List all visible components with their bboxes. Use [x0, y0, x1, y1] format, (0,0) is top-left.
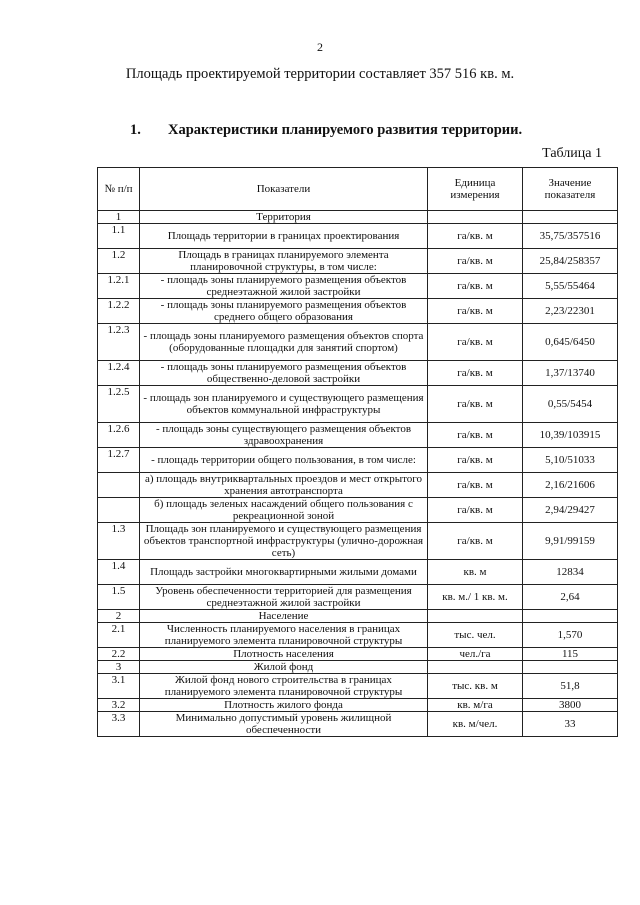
table-row [98, 423, 618, 448]
value: 33 [523, 712, 618, 737]
value [523, 211, 618, 224]
unit: кв. м [428, 560, 523, 585]
value: 1,37/13740 [523, 361, 618, 386]
value: 2,94/29427 [523, 498, 618, 523]
indicator-name: Плотность населения [140, 648, 428, 661]
value: 10,39/103915 [523, 423, 618, 448]
table-row [98, 648, 618, 661]
indicator-name: Территория [140, 211, 428, 224]
indicator-name: б) площадь зеленых насаждений общего пользования с рекреационной зоной [140, 498, 428, 523]
row-number: 1.2.6 [98, 423, 140, 448]
row-number: 1.2 [98, 249, 140, 274]
table-row [98, 249, 618, 274]
table-row [98, 661, 618, 674]
row-number: 1.2.2 [98, 299, 140, 324]
value: 51,8 [523, 674, 618, 699]
value: 5,55/55464 [523, 274, 618, 299]
table-row [98, 361, 618, 386]
indicator-name: Жилой фонд нового строительства в границах планируемого элемента планировочной структуры [140, 674, 428, 699]
unit: га/кв. м [428, 423, 523, 448]
indicator-name: Уровень обеспеченности территорией для размещения среднеэтажной жилой застройки [140, 585, 428, 610]
section-number: 1. [130, 122, 141, 138]
row-number: 1.1 [98, 224, 140, 249]
unit: тыс. кв. м [428, 674, 523, 699]
unit: кв. м/чел. [428, 712, 523, 737]
table-row [98, 473, 618, 498]
table-row [98, 699, 618, 712]
table-row [98, 585, 618, 610]
row-number [98, 498, 140, 523]
indicator-name: - площадь зоны планируемого размещения объектов среднеэтажной жилой застройки [140, 274, 428, 299]
row-number: 3.1 [98, 674, 140, 699]
value: 1,570 [523, 623, 618, 648]
unit: га/кв. м [428, 448, 523, 473]
header-number: № п/п [98, 168, 140, 211]
indicator-name: Плотность жилого фонда [140, 699, 428, 712]
unit: га/кв. м [428, 224, 523, 249]
table-header-row [98, 168, 618, 211]
value: 12834 [523, 560, 618, 585]
header-unit: Единица измерения [428, 168, 523, 211]
row-number: 3.2 [98, 699, 140, 712]
unit: га/кв. м [428, 249, 523, 274]
section-heading [130, 122, 522, 139]
unit: га/кв. м [428, 523, 523, 560]
unit: га/кв. м [428, 473, 523, 498]
row-number: 1.2.1 [98, 274, 140, 299]
table-row [98, 324, 618, 361]
indicator-name: Площадь в границах планируемого элемента планировочной структуры, в том числе: [140, 249, 428, 274]
unit [428, 610, 523, 623]
unit: га/кв. м [428, 299, 523, 324]
unit: чел./га [428, 648, 523, 661]
indicator-name: Численность планируемого населения в границах планируемого элемента планировочной структуры [140, 623, 428, 648]
indicator-name: а) площадь внутриквартальных проездов и мест открытого хранения автотранспорта [140, 473, 428, 498]
value: 25,84/258357 [523, 249, 618, 274]
indicator-name: Жилой фонд [140, 661, 428, 674]
unit: га/кв. м [428, 274, 523, 299]
table-row [98, 211, 618, 224]
unit [428, 211, 523, 224]
table-row [98, 610, 618, 623]
unit: га/кв. м [428, 498, 523, 523]
indicator-name: - площадь зоны планируемого размещения объектов среднего общего образования [140, 299, 428, 324]
table-row [98, 224, 618, 249]
value: 2,16/21606 [523, 473, 618, 498]
unit: кв. м./ 1 кв. м. [428, 585, 523, 610]
row-number: 1.5 [98, 585, 140, 610]
row-number: 1.2.7 [98, 448, 140, 473]
row-number: 1.2.5 [98, 386, 140, 423]
area-sentence: Площадь проектируемой территории составляет 357 516 кв. м. [125, 66, 515, 82]
unit [428, 661, 523, 674]
indicator-name: - площадь зоны существующего размещения объектов здравоохранения [140, 423, 428, 448]
table-caption: Таблица 1 [542, 146, 602, 161]
unit: га/кв. м [428, 386, 523, 423]
value: 115 [523, 648, 618, 661]
indicator-name: - площадь зоны планируемого размещения объектов спорта (оборудованные площадки для занятий спортом) [140, 324, 428, 361]
row-number: 1.4 [98, 560, 140, 585]
value: 2,23/22301 [523, 299, 618, 324]
table-row [98, 274, 618, 299]
row-number: 2 [98, 610, 140, 623]
indicator-name: Население [140, 610, 428, 623]
value: 0,55/5454 [523, 386, 618, 423]
row-number: 3 [98, 661, 140, 674]
indicator-name: Площадь зон планируемого и существующего размещения объектов транспортной инфраструктуры (улично-дорожная сеть) [140, 523, 428, 560]
value: 0,645/6450 [523, 324, 618, 361]
row-number: 2.1 [98, 623, 140, 648]
row-number [98, 473, 140, 498]
unit: га/кв. м [428, 361, 523, 386]
value: 2,64 [523, 585, 618, 610]
indicator-name: Площадь застройки многоквартирными жилыми домами [140, 560, 428, 585]
unit: га/кв. м [428, 324, 523, 361]
section-title: Характеристики планируемого развития территории. [168, 122, 523, 138]
row-number: 2.2 [98, 648, 140, 661]
indicator-name: - площадь зоны планируемого размещения объектов общественно-деловой застройки [140, 361, 428, 386]
indicators-table [97, 167, 618, 737]
indicator-name: Площадь территории в границах проектирования [140, 224, 428, 249]
value: 9,91/99159 [523, 523, 618, 560]
header-value: Значение показателя [523, 168, 618, 211]
row-number: 1 [98, 211, 140, 224]
page-number: 2 [317, 40, 323, 54]
indicator-name: Минимально допустимый уровень жилищной обеспеченности [140, 712, 428, 737]
header-indicator: Показатели [140, 168, 428, 211]
row-number: 1.2.3 [98, 324, 140, 361]
table-row [98, 498, 618, 523]
value: 5,10/51033 [523, 448, 618, 473]
table-row [98, 560, 618, 585]
unit: тыс. чел. [428, 623, 523, 648]
table-row [98, 299, 618, 324]
value: 35,75/357516 [523, 224, 618, 249]
value: 3800 [523, 699, 618, 712]
row-number: 3.3 [98, 712, 140, 737]
table-row [98, 712, 618, 737]
value [523, 610, 618, 623]
indicator-name: - площадь территории общего пользования, в том числе: [140, 448, 428, 473]
table-row [98, 448, 618, 473]
row-number: 1.3 [98, 523, 140, 560]
indicator-name: - площадь зон планируемого и существующего размещения объектов коммунальной инфраструктуры [140, 386, 428, 423]
row-number: 1.2.4 [98, 361, 140, 386]
table-row [98, 386, 618, 423]
unit: кв. м/га [428, 699, 523, 712]
table-row [98, 674, 618, 699]
table-row [98, 523, 618, 560]
table-row [98, 623, 618, 648]
value [523, 661, 618, 674]
